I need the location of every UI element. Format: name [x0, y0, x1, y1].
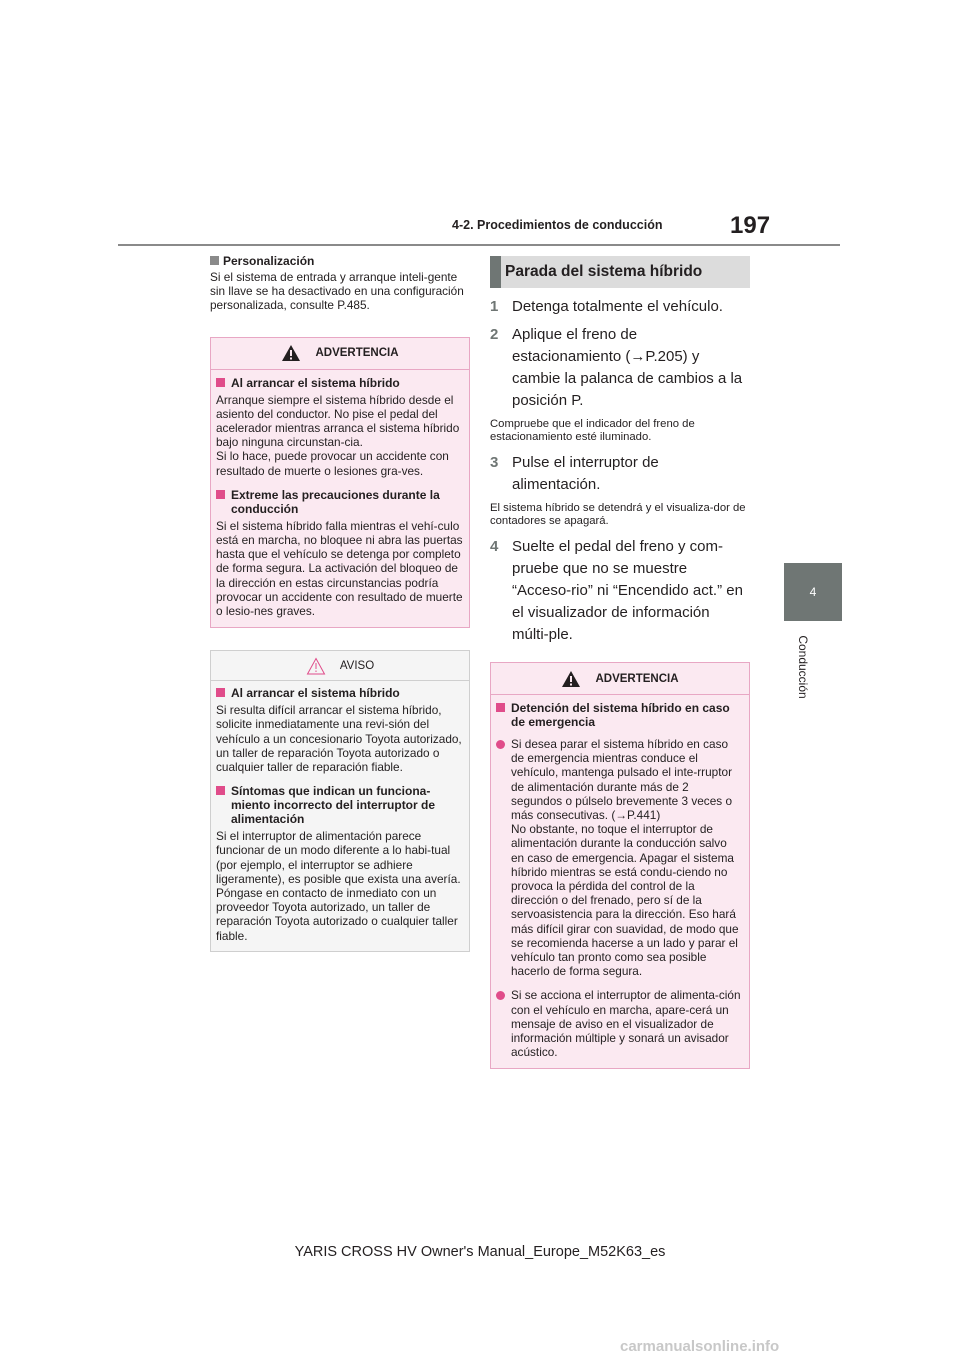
warning-box — [210, 337, 470, 629]
section-title: Parada del sistema híbrido — [490, 256, 750, 288]
intro-heading: Personalización — [210, 254, 470, 268]
step-3: 3 Pulse el interruptor de alimentación. — [490, 454, 659, 493]
notice-item-heading: Al arrancar el sistema híbrido — [216, 686, 463, 700]
square-bullet-icon — [496, 703, 505, 712]
step-4: 4 Suelte el pedal del freno y com-pruebe que no se muestre “Acceso-rio” ni “Encendido act.” en el visualizador de información múlti-ple. — [490, 538, 743, 643]
page-number: 197 — [730, 212, 771, 239]
header-rule — [118, 244, 840, 246]
section-header: 4-2. Procedimientos de conducción — [452, 218, 663, 232]
notice-item-text: Si el interruptor de alimentación parece funcionar de un modo diferente a lo habi-tual (por ejemplo, el interruptor se adhiere ligeramente), es posible que exista una avería. Póngase en contacto de inmediato con un proveedor Toyota autorizado, un taller de reparación Toyota autorizado o cualquier taller fiable. — [216, 829, 461, 943]
warning-item-text: Si el sistema híbrido falla mientras el vehí-culo está en marcha, no bloquee ni abra las puertas hasta que el vehículo se detenga por completo de forma segura. La activación del bloqueo de la dirección en estas circunstancias podría provocar un accidente con resultado de muerte o lesio-nes graves. — [216, 518, 463, 619]
warning-header — [491, 663, 749, 695]
step-2-note: Compruebe que el indicador del freno de estacionamiento esté iluminado. — [490, 418, 695, 443]
square-bullet-icon — [216, 688, 225, 697]
square-bullet-icon — [216, 378, 225, 387]
square-bullet-icon — [210, 256, 219, 265]
warning-title: ADVERTENCIA — [315, 347, 399, 360]
notice-item-text: Si resulta difícil arrancar el sistema híbrido, solicite inmediatamente una revi-sión del vehículo a un concesionario Toyota autorizado, un taller de reparación Toyota autorizado o cualquier taller de reparación fiable. — [216, 703, 462, 775]
round-bullet-icon — [496, 740, 505, 749]
notice-box — [210, 650, 470, 952]
notice-header — [211, 651, 469, 681]
warning-title: ADVERTENCIA — [595, 672, 679, 685]
chapter-label: Conducción — [796, 635, 810, 699]
right-column — [490, 254, 750, 1069]
step-2: 2 Aplique el freno de estacionamiento (→P.205) y cambie la palanca de cambios a la posición P. — [490, 326, 743, 409]
warning-box-right — [490, 662, 750, 1069]
warning-item-heading: Al arrancar el sistema híbrido — [216, 376, 463, 390]
warning-triangle-icon — [281, 344, 301, 362]
warning-triangle-icon — [561, 670, 581, 688]
chapter-tab[interactable] — [784, 563, 842, 621]
warning-bullet: Si se acciona el interruptor de alimenta-ción con el vehículo en marcha, apare-cerá un mensaje de aviso en el visualizador de información múltiple y sonará un avisador acústico. — [496, 988, 743, 1059]
round-bullet-icon — [496, 991, 505, 1000]
watermark: carmanualsonline.info — [620, 1338, 780, 1355]
square-bullet-icon — [216, 786, 225, 795]
warning-item-heading: Detención del sistema híbrido en caso de emergencia — [496, 701, 743, 729]
footer-manual-id: YARIS CROSS HV Owner's Manual_Europe_M52K63_es — [294, 1244, 666, 1260]
notice-title: AVISO — [339, 659, 375, 672]
square-bullet-icon — [216, 490, 225, 499]
warning-header — [211, 338, 469, 370]
step-1: 1 Detenga totalmente el vehículo. — [490, 298, 723, 315]
warning-item-heading: Extreme las precauciones durante la conducción — [216, 488, 463, 516]
caution-triangle-icon — [306, 657, 326, 675]
intro-text: Si el sistema de entrada y arranque inteli-gente sin llave se ha desactivado en una configuración personalizada, consulte P.485. — [210, 270, 464, 313]
warning-item-text: Arranque siempre el sistema híbrido desde el asiento del conductor. No pise el pedal del acelerador mientras arranca el sistema híbrido bajo ninguna circunstan-cia. Si lo hace, puede provocar un accidente con resultado de muerte o lesiones gra-ves. — [216, 392, 460, 478]
notice-item-heading: Síntomas que indican un funciona-miento incorrecto del interruptor de alimentación — [216, 784, 463, 826]
step-3-note: El sistema híbrido se detendrá y el visualiza-dor de contadores se apagará. — [490, 502, 746, 527]
warning-bullet: Si desea parar el sistema híbrido en caso de emergencia mientras conduce el vehículo, mantenga pulsado el inte-rruptor de alimentación durante más de 2 segundos o púlselo brevemente 3 veces o más consecutivas. (→P.441) No obstante, no toque el interruptor de alimentación durante la conducción salvo en caso de emergencia. Apagar el sistema híbrido mientras se está condu-ciendo no provoca la pérdida del control de la dirección o del frenado, pero sí de la servoasistencia para la dirección. Eso hará más difícil girar con suavidad, de modo que se recomienda hacerse a un lado y parar el vehículo tan pronto como sea posible hacerlo de forma segura. — [496, 737, 743, 978]
chapter-number: 4 — [809, 585, 817, 599]
left-column — [210, 254, 470, 952]
